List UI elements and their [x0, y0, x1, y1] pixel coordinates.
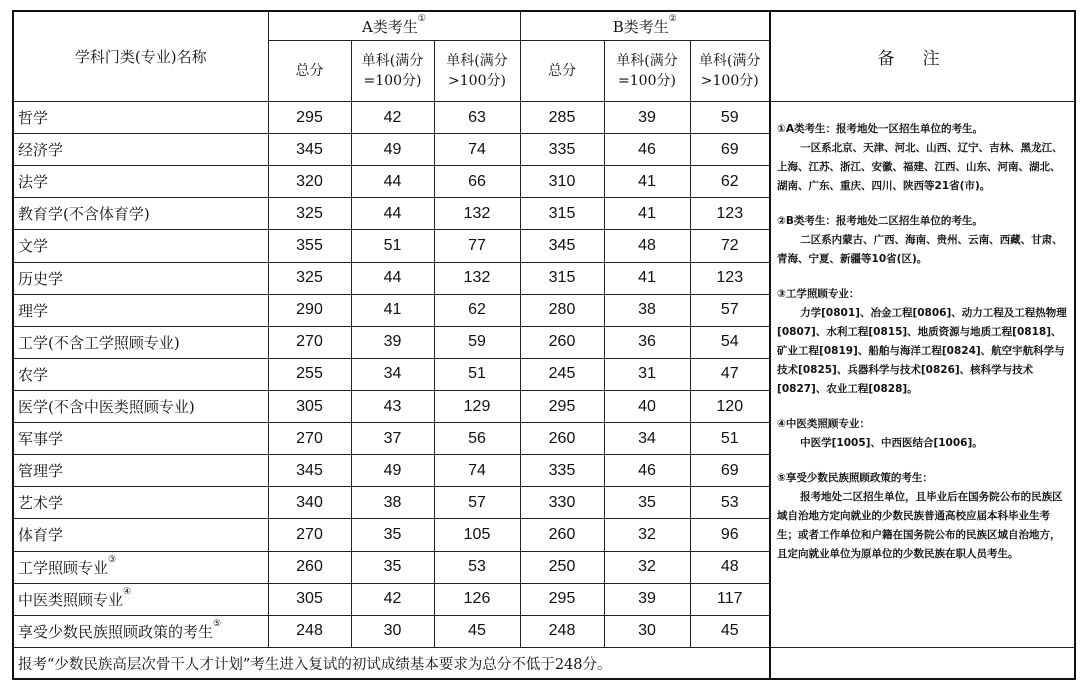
remark-body: 中医学[1005]、中西医结合[1006]。	[800, 437, 983, 449]
a-single-over: 132	[434, 198, 520, 230]
b-total: 245	[520, 358, 604, 390]
a-total: 248	[268, 615, 351, 647]
b-single-over: 48	[690, 551, 770, 583]
score-table-body	[13, 102, 1075, 648]
header-remarks: 备注	[770, 11, 1075, 102]
a-total: 270	[268, 326, 351, 358]
b-total: 250	[520, 551, 604, 583]
a-single-100: 38	[351, 487, 434, 519]
b-single-100: 40	[604, 390, 690, 422]
b-total: 310	[520, 166, 604, 198]
b-total: 295	[520, 583, 604, 615]
subject-name: 享受少数民族照顾政策的考生⑤	[13, 615, 268, 647]
b-single-over: 59	[690, 102, 770, 134]
a-total: 290	[268, 294, 351, 326]
footer-note: 报考“少数民族高层次骨干人才计划”考生进入复试的初试成绩基本要求为总分不低于248分。	[13, 648, 770, 680]
a-single-over: 74	[434, 134, 520, 166]
b-single-100: 46	[604, 455, 690, 487]
b-total: 285	[520, 102, 604, 134]
b-total: 315	[520, 262, 604, 294]
b-single-over: 51	[690, 423, 770, 455]
b-single-over: 123	[690, 198, 770, 230]
b-single-over: 45	[690, 615, 770, 647]
remark-body: 二区系内蒙古、广西、海南、贵州、云南、西藏、甘肃、青海、宁夏、新疆等10省(区)。	[777, 234, 1063, 265]
subject-name: 中医类照顾专业④	[13, 583, 268, 615]
a-single-100: 35	[351, 519, 434, 551]
a-single-100: 49	[351, 455, 434, 487]
a-total: 345	[268, 134, 351, 166]
a-single-100: 34	[351, 358, 434, 390]
a-total: 320	[268, 166, 351, 198]
remark-title: ①A类考生：报考地处一区招生单位的考生。	[777, 123, 984, 135]
subject-name: 体育学	[13, 519, 268, 551]
a-single-100: 42	[351, 583, 434, 615]
a-single-100: 37	[351, 423, 434, 455]
subject-name: 工学(不含工学照顾专业)	[13, 326, 268, 358]
b-single-100: 46	[604, 134, 690, 166]
a-total: 325	[268, 262, 351, 294]
b-single-100: 41	[604, 262, 690, 294]
subject-name: 军事学	[13, 423, 268, 455]
b-single-over: 69	[690, 455, 770, 487]
a-total: 270	[268, 519, 351, 551]
remark-5	[777, 469, 1068, 564]
b-single-100: 48	[604, 230, 690, 262]
b-total: 335	[520, 455, 604, 487]
b-single-100: 35	[604, 487, 690, 519]
a-single-100: 44	[351, 166, 434, 198]
subject-name: 医学(不含中医类照顾专业)	[13, 390, 268, 422]
a-total: 255	[268, 358, 351, 390]
b-single-over: 120	[690, 390, 770, 422]
a-single-over: 57	[434, 487, 520, 519]
a-total: 295	[268, 102, 351, 134]
remark-body: 报考地处二区招生单位，且毕业后在国务院公布的民族区域自治地方定向就业的少数民族普通高校应届本科毕业生考生；或者工作单位和户籍在国务院公布的民族区域自治地方，且定向就业单位为原单位的少数民族在职人员考生。	[777, 491, 1063, 560]
a-single-over: 63	[434, 102, 520, 134]
a-single-over: 105	[434, 519, 520, 551]
header-a-total: 总分	[268, 41, 351, 102]
a-single-over: 62	[434, 294, 520, 326]
a-single-100: 44	[351, 262, 434, 294]
a-single-over: 132	[434, 262, 520, 294]
header-a-single-over: 单科(满分 >100分)	[434, 41, 520, 102]
b-single-100: 36	[604, 326, 690, 358]
a-single-over: 51	[434, 358, 520, 390]
header-b-single-100: 单科(满分 =100分)	[604, 41, 690, 102]
b-single-100: 39	[604, 583, 690, 615]
remark-title: ⑤享受少数民族照顾政策的考生：	[777, 472, 933, 484]
b-single-100: 31	[604, 358, 690, 390]
a-total: 325	[268, 198, 351, 230]
b-single-100: 41	[604, 198, 690, 230]
b-total: 335	[520, 134, 604, 166]
subject-name: 农学	[13, 358, 268, 390]
a-total: 340	[268, 487, 351, 519]
remark-1	[777, 120, 1068, 196]
b-single-over: 54	[690, 326, 770, 358]
a-single-100: 30	[351, 615, 434, 647]
remarks-cell	[770, 102, 1075, 648]
subject-name: 教育学(不含体育学)	[13, 198, 268, 230]
b-single-100: 32	[604, 551, 690, 583]
a-single-100: 51	[351, 230, 434, 262]
b-single-over: 69	[690, 134, 770, 166]
a-total: 260	[268, 551, 351, 583]
b-total: 260	[520, 423, 604, 455]
a-total: 305	[268, 390, 351, 422]
subject-name: 管理学	[13, 455, 268, 487]
score-table	[12, 10, 1076, 680]
b-single-over: 53	[690, 487, 770, 519]
b-total: 315	[520, 198, 604, 230]
b-total: 295	[520, 390, 604, 422]
footer-blank	[770, 648, 1075, 680]
header-group-b: B类考生②	[520, 11, 770, 41]
a-single-100: 49	[351, 134, 434, 166]
a-total: 305	[268, 583, 351, 615]
b-single-100: 39	[604, 102, 690, 134]
header-b-total: 总分	[520, 41, 604, 102]
header-category: 学科门类(专业)名称	[13, 11, 268, 102]
b-single-over: 72	[690, 230, 770, 262]
header-group-a: A类考生①	[268, 11, 520, 41]
remark-title: ②B类考生：报考地处二区招生单位的考生。	[777, 215, 983, 227]
b-total: 248	[520, 615, 604, 647]
a-single-100: 41	[351, 294, 434, 326]
b-total: 345	[520, 230, 604, 262]
a-total: 355	[268, 230, 351, 262]
b-single-over: 57	[690, 294, 770, 326]
b-total: 260	[520, 519, 604, 551]
b-total: 330	[520, 487, 604, 519]
a-single-over: 53	[434, 551, 520, 583]
subject-name: 理学	[13, 294, 268, 326]
b-single-100: 38	[604, 294, 690, 326]
b-total: 260	[520, 326, 604, 358]
subject-name: 哲学	[13, 102, 268, 134]
a-total: 270	[268, 423, 351, 455]
a-single-100: 39	[351, 326, 434, 358]
a-single-100: 35	[351, 551, 434, 583]
a-single-over: 56	[434, 423, 520, 455]
a-single-over: 129	[434, 390, 520, 422]
remark-3	[777, 285, 1068, 399]
header-a-single-100: 单科(满分 =100分)	[351, 41, 434, 102]
a-single-100: 43	[351, 390, 434, 422]
b-single-100: 41	[604, 166, 690, 198]
b-single-100: 32	[604, 519, 690, 551]
a-total: 345	[268, 455, 351, 487]
remark-body: 力学[0801]、冶金工程[0806]、动力工程及工程热物理[0807]、水利工程[0815]、地质资源与地质工程[0818]、矿业工程[0819]、船舶与海洋工程[0824]、航空宇航科学与技术[0825]、兵器科学与技术[0826]、核科学与技术[0827]、农业工程[0828]。	[777, 307, 1067, 395]
a-single-over: 74	[434, 455, 520, 487]
remark-title: ③工学照顾专业：	[777, 288, 860, 300]
remark-4	[777, 415, 1068, 453]
b-single-100: 30	[604, 615, 690, 647]
a-single-over: 77	[434, 230, 520, 262]
b-single-over: 123	[690, 262, 770, 294]
b-single-over: 62	[690, 166, 770, 198]
subject-name: 工学照顾专业③	[13, 551, 268, 583]
b-single-100: 34	[604, 423, 690, 455]
a-single-over: 66	[434, 166, 520, 198]
a-single-over: 126	[434, 583, 520, 615]
subject-name: 艺术学	[13, 487, 268, 519]
b-single-over: 117	[690, 583, 770, 615]
subject-name: 法学	[13, 166, 268, 198]
header-b-single-over: 单科(满分 >100分)	[690, 41, 770, 102]
remark-body: 一区系北京、天津、河北、山西、辽宁、吉林、黑龙江、上海、江苏、浙江、安徽、福建、江西、山东、河南、湖北、湖南、广东、重庆、四川、陕西等21省(市)。	[777, 142, 1063, 192]
subject-name: 历史学	[13, 262, 268, 294]
a-single-100: 42	[351, 102, 434, 134]
a-single-100: 44	[351, 198, 434, 230]
subject-name: 文学	[13, 230, 268, 262]
subject-name: 经济学	[13, 134, 268, 166]
remark-2	[777, 212, 1068, 269]
table-row	[13, 102, 1075, 134]
b-total: 280	[520, 294, 604, 326]
b-single-over: 47	[690, 358, 770, 390]
remark-title: ④中医类照顾专业：	[777, 418, 870, 430]
a-single-over: 59	[434, 326, 520, 358]
b-single-over: 96	[690, 519, 770, 551]
a-single-over: 45	[434, 615, 520, 647]
